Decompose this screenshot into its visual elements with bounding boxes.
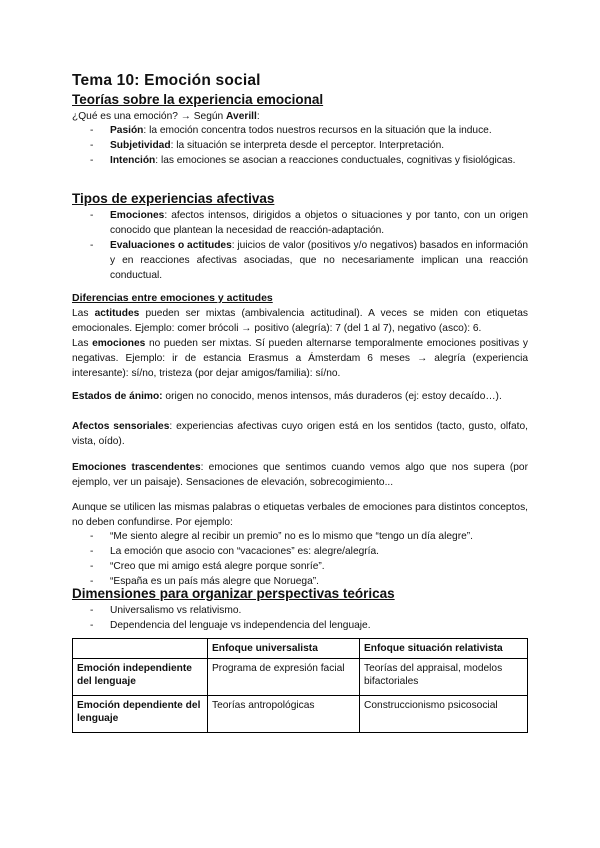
item-term: Evaluaciones o actitudes xyxy=(110,240,232,251)
intro-line xyxy=(72,109,528,124)
table-cell: Teorías antropológicas xyxy=(208,696,360,733)
page-title: Tema 10: Emoción social xyxy=(72,72,261,89)
examples-list xyxy=(90,529,528,589)
table-row-header: Emoción independiente del lenguaje xyxy=(73,659,208,696)
list-item xyxy=(90,208,528,238)
table-row xyxy=(73,659,528,696)
intro-author: Averill xyxy=(226,111,257,122)
table-cell: Construccionismo psicosocial xyxy=(360,696,528,733)
section-heading-dimensions: Dimensiones para organizar perspectivas teóricas xyxy=(72,586,395,601)
text: : experiencias afectivas cuyo origen está en los sentidos (tacto, gusto, olfato, vista, oído). xyxy=(72,421,528,447)
item-text: : afectos intensos, dirigidos a objetos o situaciones y por tanto, con un origen conocido que plantean la necesidad de reacción-adaptación. xyxy=(110,210,528,236)
list-item: - Dependencia del lenguaje vs independencia del lenguaje. xyxy=(90,618,528,633)
theories-list xyxy=(90,123,528,168)
term: Emociones trascendentes xyxy=(72,462,201,473)
paragraph-labels: Aunque se utilicen las mismas palabras o etiquetas verbales de emociones para distintos conceptos, no deben confundirse. Por ejemplo: xyxy=(72,502,528,528)
paragraph-emotions xyxy=(72,336,528,381)
item-text: : la emoción concentra todos nuestros recursos en la situación que la induce. xyxy=(143,125,492,136)
list-item xyxy=(90,138,528,153)
paragraph-transcendent xyxy=(72,460,528,490)
table-cell xyxy=(73,639,208,659)
list-item xyxy=(90,123,528,138)
item-term: Emociones xyxy=(110,210,165,221)
perspectives-table xyxy=(72,638,528,733)
paragraph-attitudes xyxy=(72,306,528,336)
text: : emociones que sentimos cuando vemos algo que nos supera (por ejemplo, ver un paisaje). Sensaciones de elevación, sobrecogimiento... xyxy=(72,462,528,488)
term: Afectos sensoriales xyxy=(72,421,170,432)
text: pueden ser mixtas (ambivalencia actitudinal). A veces se miden con etiquetas emocionales. Ejemplo: comer brócoli → positivo (alegría): 7 (del 1 al 7), negativo (asco): 6. xyxy=(72,308,528,334)
item-text: : las emociones se asocian a reacciones conductuales, cognitivas y fisiológicas. xyxy=(155,155,516,166)
section-heading-types: Tipos de experiencias afectivas xyxy=(72,191,275,206)
list-item: - “España es un país más alegre que Noruega”. xyxy=(90,574,528,589)
paragraph-moods xyxy=(72,389,528,404)
item-term: Pasión xyxy=(110,125,144,136)
table-row xyxy=(73,696,528,733)
section-heading-differences: Diferencias entre emociones y actitudes xyxy=(72,292,273,304)
list-item xyxy=(90,153,528,168)
term: Estados de ánimo: xyxy=(72,391,163,402)
table-row-header: Emoción dependiente del lenguaje xyxy=(73,696,208,733)
table-cell: Teorías del appraisal, modelos bifactoriales xyxy=(360,659,528,696)
text: no pueden ser mixtas. Sí pueden alternarse temporalmente emociones positivas y negativas. Ejemplo: ir de estancia Erasmus a Ámsterdam 6 meses → alegría (experiencia interesante): sí/no, tristeza (por dejar amigos/familia): sí/no. xyxy=(72,338,528,379)
item-text: : juicios de valor (positivos y/o negativos) basados en información y en reacciones afectivas asociadas, que no necesariamente implican una reacción conductual. xyxy=(110,240,528,281)
list-item: - Universalismo vs relativismo. xyxy=(90,603,528,618)
table-header-row xyxy=(73,639,528,659)
paragraph-sensory xyxy=(72,419,528,449)
list-item: - La emoción que asocio con “vacaciones” es: alegre/alegría. xyxy=(90,544,528,559)
term: emociones xyxy=(92,338,146,349)
list-item: - “Creo que mi amigo está alegre porque sonríe”. xyxy=(90,559,528,574)
table-header-cell: Enfoque universalista xyxy=(208,639,360,659)
item-term: Intención xyxy=(110,155,156,166)
dimensions-list xyxy=(90,603,528,633)
text: Las xyxy=(72,308,95,319)
intro-text: ¿Qué es una emoción? → Según xyxy=(72,111,227,122)
item-term: Subjetividad xyxy=(110,140,171,151)
text: Las xyxy=(72,338,93,349)
intro-end: : xyxy=(256,111,260,122)
section-heading-theories: Teorías sobre la experiencia emocional xyxy=(72,92,324,107)
list-item xyxy=(90,238,528,283)
types-list xyxy=(90,208,528,283)
table-cell: Programa de expresión facial xyxy=(208,659,360,696)
item-text: : la situación se interpreta desde el perceptor. Interpretación. xyxy=(170,140,445,151)
text: origen no conocido, menos intensos, más duraderos (ej: estoy decaído…). xyxy=(162,391,502,402)
term: actitudes xyxy=(94,308,140,319)
list-item: - “Me siento alegre al recibir un premio” no es lo mismo que “tengo un día alegre”. xyxy=(90,529,528,544)
table-header-cell: Enfoque situación relativista xyxy=(360,639,528,659)
